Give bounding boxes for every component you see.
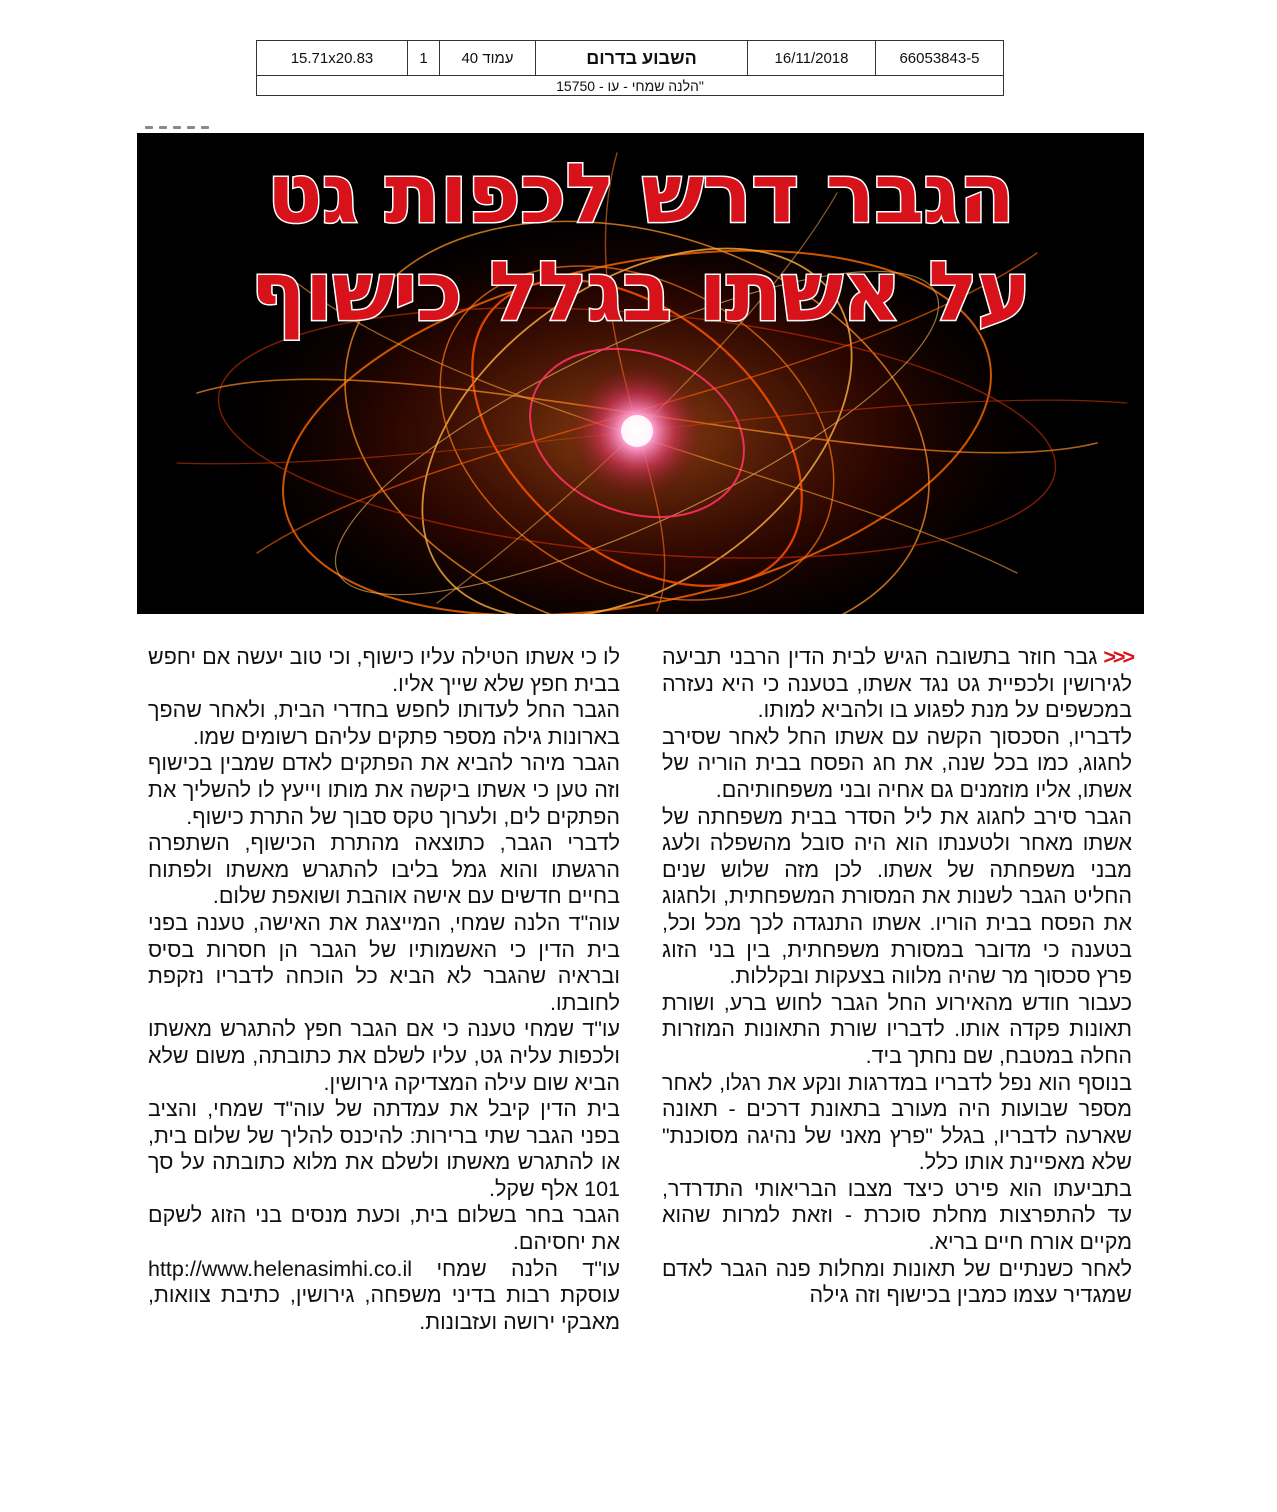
article-paragraph: לדבריו, הסכסוך הקשה עם אשתו החל לאחר שסירב לחגוג, כמו בכל שנה, את חג הפסח בבית הוריה של אשתו, אליו מוזמנים גם אחיה ובני משפחותיהם. (662, 724, 1132, 802)
clip-client: "הלנה שמחי - עו - 15750 (556, 77, 704, 94)
article-paragraph: הגבר בחר בשלום בית, וכעת מנסים בני הזוג לשקם את יחסיהם. (148, 1203, 620, 1255)
article-paragraph: הגבר סירב לחגוג את ליל הסדר בבית משפחתה של אשתו מאחר ולטענתו הוא היה סובל מהשפלה ולעג מבני משפחתה של אשתו. לכן מזה שלוש שנים החליט הגבר לשנות את המסורת המשפחתית, ולחגוג את הפסח בבית הוריו. אשתו התנגדה לכך מכל וכל, בטענה כי מדובר במסורת משפחתית, בין בני הזוג פרץ סכסוך מר שהיה מלווה בצעקות ובקללות. (662, 804, 1132, 989)
article-paragraph: הגבר מיהר להביא את הפתקים לאדם שמבין בכישוף וזה טען כי אשתו ביקשה את מותו וייעץ לו להשליך את הפתקים לים, ולערוך טקס סבוך של התרת כישוף. (148, 751, 620, 829)
article-column-left (148, 644, 620, 1335)
lead-marker-icon: <<< (1103, 645, 1132, 669)
author-bio: עוסקת רבות בדיני משפחה, גירושין, כתיבת צוואות, מאבקי ירושה ועזבונות. (148, 1283, 620, 1334)
headline-line-2: על אשתו בגלל כישוף (250, 245, 1031, 340)
clip-size: 15.71x20.83 (290, 49, 374, 67)
article-paragraph: לאחר כשנתיים של תאונות ומחלות פנה הגבר לאדם שמגדיר עצמו כמבין בכישוף וזה גילה (662, 1256, 1132, 1308)
clip-page: עמוד 40 (439, 41, 535, 75)
clip-date: 16/11/2018 (747, 41, 875, 75)
article-paragraph: עוה"ד הלנה שמחי, המייצגת את האישה, טענה בפני בית הדין כי האשמותיו של הגבר הן חסרות בסיס ובראיה שהגבר לא הביא כל הוכחה לדבריו נזקפת לחובתו. (148, 910, 620, 1015)
clip-count: 1 (407, 41, 439, 75)
headline-line-1: הגבר דרש לכפות גט (266, 147, 1015, 242)
article-paragraph: בית הדין קיבל את עמדתה של עוה"ד שמחי, והציב בפני הגבר שתי ברירות: להיכנס להליך של שלום בית, או להתגרש מאשתו ולשלם את מלוא כתובתה על סך 101 אלף שקל. (148, 1097, 620, 1201)
decorative-dots (145, 114, 245, 120)
author-name: עו"ד הלנה שמחי (436, 1256, 620, 1281)
article-column-right (662, 644, 1132, 1309)
article-paragraph: עו"ד שמחי טענה כי אם הגבר חפץ להתגרש מאשתו ולכפות עליה גט, עליו לשלם את כתובתה, משום שלא הביא שום עילה המצדיקה גירושין. (148, 1017, 620, 1095)
article-paragraph: בנוסף הוא נפל לדבריו במדרגות ונקע את רגלו, לאחר מספר שבועות היה מעורב בתאונת דרכים - תאונה שארעה לדבריו, בגלל "פרץ מאני של נהיגה מסוכנת" שלא מאפיינת אותו כלל. (662, 1070, 1132, 1175)
clip-info-row (257, 41, 1003, 76)
article-paragraph: לו כי אשתו הטילה עליו כישוף, וכי טוב יעשה אם יחפש בבית חפץ שלא שייך אליו. (148, 645, 620, 696)
author-signoff (148, 1256, 620, 1336)
article-paragraph: בתביעתו הוא פירט כיצד מצבו הבריאותי התדרדר, עד להתפרצות מחלת סוכרת - וזאת למרות שהוא מקיים אורח חיים בריא. (662, 1176, 1132, 1255)
article-paragraph: כעבור חודש מהאירוע החל הגבר לחוש ברע, ושורת תאונות פקדה אותו. לדבריו שורת התאונות המוזרות החלה במטבח, שם נחתך ביד. (662, 990, 1132, 1068)
article-paragraph: הגבר החל לעדותו לחפש בחדרי הבית, ולאחר שהפך בארונות גילה מספר פתקים עליהם רשומים שמו. (148, 698, 620, 749)
clip-publication: השבוע בדרום (535, 41, 747, 75)
clip-info-table (256, 40, 1004, 96)
article-paragraph: לדברי הגבר, כתוצאה מהתרת הכישוף, השתפרה הרגשתו והוא גמל בליבו להתגרש מאשתו ולפתוח בחיים חדשים עם אישה אוהבת ושואפת שלום. (148, 831, 620, 909)
clip-id: 66053843-5 (875, 41, 1003, 75)
author-website-link[interactable]: http://www.helenasimhi.co.il (148, 1256, 413, 1281)
hero-image (137, 133, 1144, 614)
article-paragraph: <<<גבר חוזר בתשובה הגיש לבית הדין הרבני תביעה לגירושין ולכפיית גט נגד אשתו, בטענה כי היא נעזרה במכשפים על מנת לפגוע בו ולהביא למותו. (662, 645, 1132, 723)
